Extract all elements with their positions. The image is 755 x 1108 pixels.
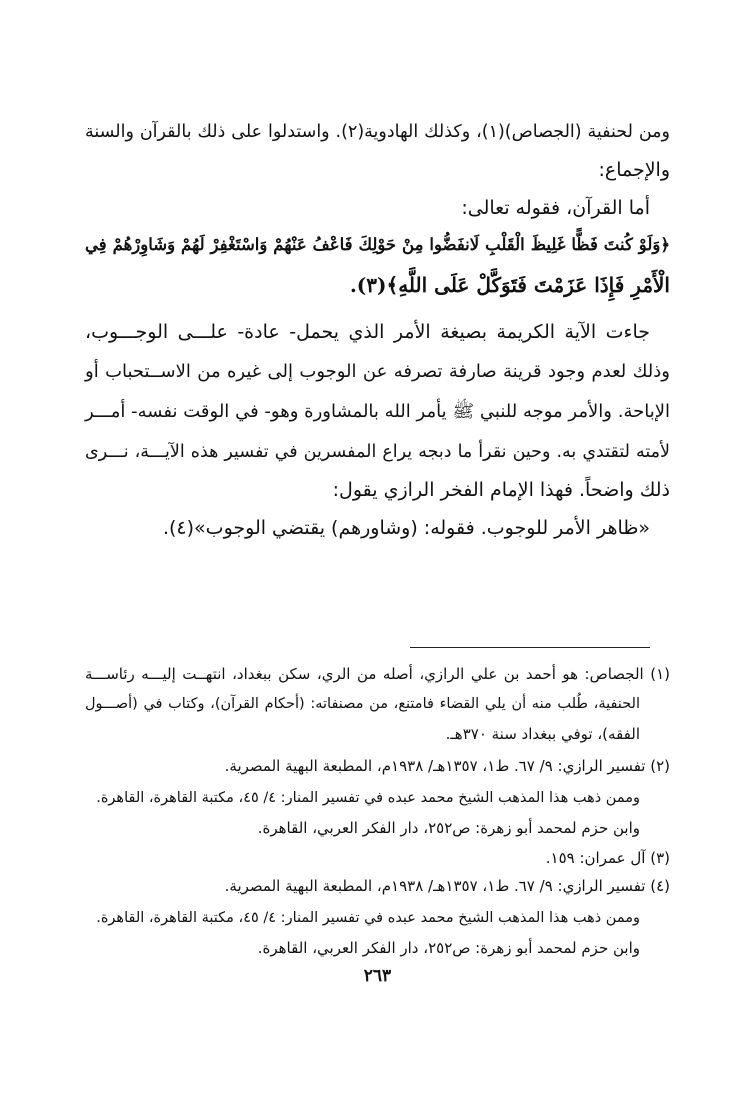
body-line-6: جاءت الآية الكريمة بصيغة الأمر الذي يحمل- عادة- علـــى الوجـــوب،	[85, 321, 650, 343]
quran-verse-line-2: الْأَمْرِ فَإِذَا عَزَمْتَ فَتَوَكَّلْ عَلَى اللَّهِ﴾(٣).	[349, 273, 670, 297]
footnote-4-line-3: وابن حزم لمحمد أبو زهرة: ص٢٥٢، دار الفكر العربي، القاهرة.	[257, 939, 640, 957]
body-line-9: لأمته لتقتدي به. وحين نقرأ ما دبجه يراع المفسرين في تفسير هذه الآيـــة، نـــرى	[85, 442, 670, 462]
footnote-4-line-2: وممن ذهب هذا المذهب الشيخ محمد عبده في تفسير المنار: ٤/ ٤٥، مكتبة القاهرة، القاهرة.	[96, 910, 640, 926]
body-line-1: ومن لحنفية (الجصاص)(١)، وكذلك الهادوية(٢). واستدلوا على ذلك بالقرآن والسنة	[85, 122, 670, 142]
body-line-10: ذلك واضحاً. فهذا الإمام الفخر الرازي يقول:	[332, 479, 670, 501]
body-line-7: وذلك لعدم وجود قرينة صارفة تصرفه عن الوجوب إلى غيره من الاســتحباب أو	[85, 361, 670, 382]
footnote-2-line-3: وابن حزم لمحمد أبو زهرة: ص٢٥٢، دار الفكر العربي، القاهرة.	[257, 819, 640, 837]
footnote-1-line-3: الفقه)، توفي ببغداد سنة ٣٧٠هـ.	[445, 725, 640, 743]
quran-verse-line-1: ﴿وَلَوْ كُنتَ فَظًّا غَلِيظَ الْقَلْبِ لَانفَضُّوا مِنْ حَوْلِكَ فَاعْفُ عَنْهُمْ وَاسْتَغْفِرْ لَهُمْ وَشَاوِرْهُمْ فِي	[85, 235, 670, 254]
footnote-separator	[410, 647, 650, 648]
quote-line: «ظاهر الأمر للوجوب. فقوله: (وشاورهم) يقتضي الوجوب»(٤).	[162, 517, 650, 539]
body-line-8: الإباحة. والأمر موجه للنبي ﷺ يأمر الله بالمشاورة وهو- في الوقت نفسه- أمـــر	[85, 401, 670, 422]
body-line-3: أما القرآن، فقوله تعالى:	[461, 197, 650, 219]
footnote-2-line-1: (٢) تفسير الرازي: ٩/ ٦٧. ط١، ١٣٥٧هـ/ ١٩٣٨م، المطبعة البهية المصرية.	[224, 757, 670, 775]
footnote-3-line-1: (٣) آل عمران: ١٥٩.	[545, 849, 670, 867]
footnote-1-line-2: الحنفية، طُلب منه أن يلي القضاء فامتنع، من مصنفاته: (أحكام القرآن)، وكتاب في (أصـــول	[85, 696, 640, 712]
body-line-2: والإجماع:	[598, 159, 670, 181]
footnote-1-line-1: (١) الجصاص: هو أحمد بن علي الرازي، أصله من الري، سكن ببغداد، انتهــت إليـــه رئاســـة	[85, 665, 670, 683]
footnote-4-line-1: (٤) تفسير الرازي: ٩/ ٦٧. ط١، ١٣٥٧هـ/ ١٩٣٨م، المطبعة البهية المصرية.	[224, 877, 670, 895]
page-number: ٢٦٣	[363, 966, 392, 986]
footnote-2-line-2: وممن ذهب هذا المذهب الشيخ محمد عبده في تفسير المنار: ٤/ ٤٥، مكتبة القاهرة، القاهرة.	[96, 790, 640, 806]
